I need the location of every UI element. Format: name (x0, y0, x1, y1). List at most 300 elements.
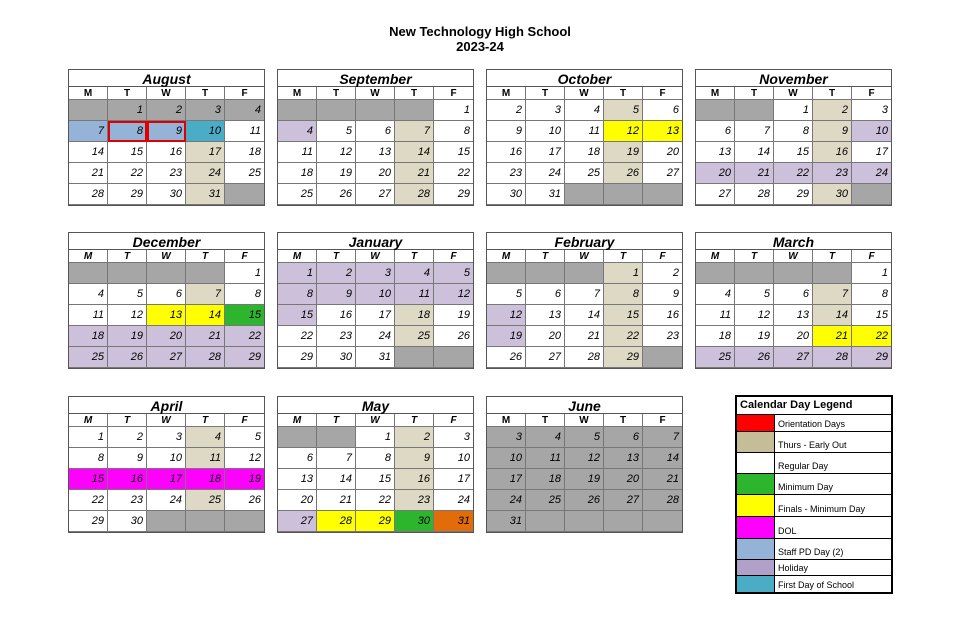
day-cell: 21 (565, 326, 604, 347)
weekday-header: T (186, 414, 225, 427)
day-cell: 2 (108, 427, 147, 448)
day-cell: 25 (225, 163, 264, 184)
legend-label: Orientation Days (778, 419, 846, 429)
empty-cell (774, 263, 813, 284)
legend-swatch (737, 495, 775, 516)
day-cell: 19 (735, 326, 774, 347)
day-cell: 26 (735, 347, 774, 368)
day-cell: 12 (735, 305, 774, 326)
day-cell: 23 (317, 326, 356, 347)
day-cell: 6 (147, 284, 186, 305)
day-cell: 17 (852, 142, 891, 163)
day-cell: 16 (487, 142, 526, 163)
day-cell: 14 (643, 448, 682, 469)
day-cell: 29 (852, 347, 891, 368)
day-cell: 18 (395, 305, 434, 326)
day-cell: 7 (186, 284, 225, 305)
day-cell: 25 (186, 490, 225, 511)
day-cell: 19 (604, 142, 643, 163)
day-cell: 24 (852, 163, 891, 184)
weekday-header: T (108, 250, 147, 263)
day-cell: 29 (225, 347, 264, 368)
day-cell: 31 (487, 511, 526, 532)
day-cell: 11 (696, 305, 735, 326)
day-cell: 17 (186, 142, 225, 163)
day-cell: 14 (735, 142, 774, 163)
day-cell: 20 (643, 142, 682, 163)
weekday-header: M (487, 87, 526, 100)
day-cell: 27 (356, 184, 395, 205)
day-cell: 20 (278, 490, 317, 511)
day-cell: 15 (434, 142, 473, 163)
empty-cell (186, 263, 225, 284)
day-cell: 12 (225, 448, 264, 469)
day-cell: 26 (108, 347, 147, 368)
month-grid (487, 414, 682, 532)
day-cell: 3 (852, 100, 891, 121)
day-cell: 5 (225, 427, 264, 448)
day-cell: 11 (278, 142, 317, 163)
day-cell: 22 (278, 326, 317, 347)
weekday-header: W (774, 87, 813, 100)
day-cell: 25 (696, 347, 735, 368)
weekday-header: T (317, 250, 356, 263)
day-cell: 11 (395, 284, 434, 305)
day-cell: 9 (108, 448, 147, 469)
empty-cell (735, 100, 774, 121)
day-cell: 26 (434, 326, 473, 347)
day-cell: 4 (696, 284, 735, 305)
day-cell: 18 (278, 163, 317, 184)
legend-label: Thurs - Early Out (778, 440, 847, 450)
day-cell: 16 (643, 305, 682, 326)
day-cell: 21 (813, 326, 852, 347)
day-cell: 13 (774, 305, 813, 326)
weekday-header: T (526, 414, 565, 427)
day-cell: 13 (643, 121, 682, 142)
weekday-header: M (278, 87, 317, 100)
month-february (486, 232, 683, 369)
day-cell: 26 (225, 490, 264, 511)
day-cell: 23 (487, 163, 526, 184)
day-cell: 3 (147, 427, 186, 448)
day-cell: 23 (643, 326, 682, 347)
day-cell: 31 (186, 184, 225, 205)
month-april (68, 396, 265, 533)
empty-cell (526, 263, 565, 284)
day-cell: 9 (643, 284, 682, 305)
day-cell: 21 (186, 326, 225, 347)
day-cell: 25 (526, 490, 565, 511)
empty-cell (225, 184, 264, 205)
weekday-header: F (434, 87, 473, 100)
day-cell: 23 (147, 163, 186, 184)
day-cell: 6 (278, 448, 317, 469)
weekday-header: F (225, 87, 264, 100)
legend-item (737, 415, 891, 432)
day-cell: 21 (317, 490, 356, 511)
month-grid (696, 250, 891, 368)
month-name: September (278, 70, 473, 87)
weekday-header: W (147, 250, 186, 263)
day-cell: 4 (186, 427, 225, 448)
legend-item (737, 517, 891, 539)
day-cell: 16 (395, 469, 434, 490)
day-cell: 24 (526, 163, 565, 184)
month-grid (487, 87, 682, 205)
day-cell: 24 (487, 490, 526, 511)
month-name: November (696, 70, 891, 87)
month-grid (69, 87, 264, 205)
day-cell: 10 (487, 448, 526, 469)
day-cell: 28 (565, 347, 604, 368)
weekday-header: W (565, 87, 604, 100)
day-cell: 10 (526, 121, 565, 142)
day-cell: 18 (69, 326, 108, 347)
empty-cell (643, 184, 682, 205)
day-cell: 23 (108, 490, 147, 511)
day-cell: 25 (69, 347, 108, 368)
empty-cell (317, 100, 356, 121)
month-september (277, 69, 474, 206)
legend-item (737, 474, 891, 495)
day-cell: 24 (434, 490, 473, 511)
day-cell: 20 (356, 163, 395, 184)
day-cell: 1 (774, 100, 813, 121)
weekday-header: F (643, 250, 682, 263)
day-cell: 22 (225, 326, 264, 347)
weekday-header: W (147, 414, 186, 427)
day-cell: 4 (565, 100, 604, 121)
day-cell: 5 (735, 284, 774, 305)
day-cell: 1 (108, 100, 147, 121)
day-cell: 6 (526, 284, 565, 305)
day-cell: 5 (317, 121, 356, 142)
weekday-header: M (696, 250, 735, 263)
day-cell: 10 (356, 284, 395, 305)
month-name: April (69, 397, 264, 414)
weekday-header: W (774, 250, 813, 263)
empty-cell (643, 511, 682, 532)
day-cell: 21 (643, 469, 682, 490)
month-name: February (487, 233, 682, 250)
month-june (486, 396, 683, 533)
legend-title: Calendar Day Legend (737, 397, 891, 415)
day-cell: 18 (696, 326, 735, 347)
legend-item (737, 495, 891, 517)
legend-swatch (737, 560, 775, 575)
day-cell: 18 (225, 142, 264, 163)
day-cell: 17 (526, 142, 565, 163)
weekday-header: M (69, 414, 108, 427)
day-cell: 19 (225, 469, 264, 490)
day-cell: 4 (526, 427, 565, 448)
legend-swatch (737, 453, 775, 473)
day-cell: 10 (186, 121, 225, 142)
day-cell: 29 (356, 511, 395, 532)
day-cell: 29 (108, 184, 147, 205)
weekday-header: T (395, 414, 434, 427)
day-cell: 16 (108, 469, 147, 490)
calendar-school-year: 2023-24 (456, 39, 504, 54)
day-cell: 7 (317, 448, 356, 469)
day-cell: 10 (147, 448, 186, 469)
weekday-header: T (526, 87, 565, 100)
weekday-header: W (565, 250, 604, 263)
day-cell: 25 (395, 326, 434, 347)
weekday-header: T (526, 250, 565, 263)
weekday-header: M (696, 87, 735, 100)
day-cell: 12 (565, 448, 604, 469)
weekday-header: W (147, 87, 186, 100)
day-cell: 7 (735, 121, 774, 142)
day-cell: 1 (356, 427, 395, 448)
day-cell: 9 (813, 121, 852, 142)
day-cell: 11 (186, 448, 225, 469)
day-cell: 8 (278, 284, 317, 305)
day-cell: 4 (278, 121, 317, 142)
weekday-header: T (604, 414, 643, 427)
weekday-header: F (225, 414, 264, 427)
legend-swatch (737, 539, 775, 559)
day-cell: 29 (434, 184, 473, 205)
legend-label: Finals - Minimum Day (778, 504, 866, 514)
day-cell: 28 (643, 490, 682, 511)
weekday-header: T (813, 87, 852, 100)
empty-cell (278, 100, 317, 121)
legend-swatch (737, 517, 775, 538)
weekday-header: M (69, 250, 108, 263)
weekday-header: T (395, 250, 434, 263)
day-cell: 12 (434, 284, 473, 305)
day-cell: 8 (604, 284, 643, 305)
weekday-header: W (356, 250, 395, 263)
day-cell: 1 (434, 100, 473, 121)
legend-label: Staff PD Day (2) (778, 547, 844, 557)
day-cell: 14 (395, 142, 434, 163)
day-cell: 11 (225, 121, 264, 142)
weekday-header: F (225, 250, 264, 263)
empty-cell (317, 427, 356, 448)
legend-item (737, 539, 891, 560)
empty-cell (147, 511, 186, 532)
day-cell: 29 (69, 511, 108, 532)
day-cell: 5 (108, 284, 147, 305)
empty-cell (395, 347, 434, 368)
month-name: October (487, 70, 682, 87)
month-name: December (69, 233, 264, 250)
day-cell: 27 (278, 511, 317, 532)
day-cell: 2 (395, 427, 434, 448)
weekday-header: M (69, 87, 108, 100)
month-name: May (278, 397, 473, 414)
day-cell: 6 (696, 121, 735, 142)
day-cell: 20 (774, 326, 813, 347)
weekday-header: T (604, 87, 643, 100)
month-name: January (278, 233, 473, 250)
day-cell: 28 (395, 184, 434, 205)
day-cell: 22 (852, 326, 891, 347)
weekday-header: M (487, 250, 526, 263)
day-cell: 9 (147, 121, 186, 142)
day-cell: 17 (356, 305, 395, 326)
day-cell: 29 (604, 347, 643, 368)
weekday-header: T (735, 87, 774, 100)
month-january (277, 232, 474, 369)
empty-cell (395, 100, 434, 121)
day-cell: 7 (69, 121, 108, 142)
weekday-header: W (356, 87, 395, 100)
day-cell: 22 (434, 163, 473, 184)
day-cell: 6 (604, 427, 643, 448)
month-grid (278, 414, 473, 532)
weekday-header: T (735, 250, 774, 263)
month-august (68, 69, 265, 206)
day-cell: 4 (225, 100, 264, 121)
day-cell: 3 (434, 427, 473, 448)
month-december (68, 232, 265, 369)
day-cell: 3 (487, 427, 526, 448)
weekday-header: T (186, 87, 225, 100)
day-cell: 6 (356, 121, 395, 142)
day-cell: 3 (356, 263, 395, 284)
day-cell: 15 (356, 469, 395, 490)
day-cell: 10 (852, 121, 891, 142)
day-cell: 22 (69, 490, 108, 511)
legend-label: Holiday (778, 563, 809, 573)
day-cell: 25 (278, 184, 317, 205)
day-cell: 19 (487, 326, 526, 347)
month-grid (278, 87, 473, 205)
calendar-title: New Technology High School (389, 24, 571, 39)
day-cell: 2 (643, 263, 682, 284)
weekday-header: T (108, 414, 147, 427)
day-cell: 15 (604, 305, 643, 326)
weekday-header: T (317, 87, 356, 100)
day-cell: 1 (69, 427, 108, 448)
weekday-header: F (643, 414, 682, 427)
day-cell: 28 (69, 184, 108, 205)
day-cell: 4 (395, 263, 434, 284)
day-cell: 27 (774, 347, 813, 368)
day-cell: 5 (565, 427, 604, 448)
day-cell: 23 (395, 490, 434, 511)
day-cell: 26 (604, 163, 643, 184)
day-cell: 27 (526, 347, 565, 368)
day-cell: 31 (356, 347, 395, 368)
day-cell: 25 (565, 163, 604, 184)
day-cell: 26 (565, 490, 604, 511)
day-cell: 30 (487, 184, 526, 205)
day-cell: 15 (225, 305, 264, 326)
empty-cell (147, 263, 186, 284)
day-cell: 15 (108, 142, 147, 163)
day-cell: 14 (186, 305, 225, 326)
day-cell: 7 (395, 121, 434, 142)
day-cell: 22 (604, 326, 643, 347)
day-cell: 24 (147, 490, 186, 511)
day-cell: 16 (147, 142, 186, 163)
day-cell: 17 (434, 469, 473, 490)
day-cell: 19 (434, 305, 473, 326)
day-cell: 8 (356, 448, 395, 469)
day-cell: 30 (147, 184, 186, 205)
day-cell: 13 (147, 305, 186, 326)
day-cell: 5 (487, 284, 526, 305)
day-cell: 8 (108, 121, 147, 142)
calendar-legend (735, 395, 893, 594)
legend-label: DOL (778, 526, 797, 536)
day-cell: 15 (852, 305, 891, 326)
day-cell: 15 (278, 305, 317, 326)
day-cell: 1 (604, 263, 643, 284)
weekday-header: T (108, 87, 147, 100)
legend-label: Regular Day (778, 461, 829, 471)
weekday-header: F (434, 414, 473, 427)
day-cell: 3 (186, 100, 225, 121)
day-cell: 13 (278, 469, 317, 490)
empty-cell (604, 511, 643, 532)
day-cell: 27 (696, 184, 735, 205)
empty-cell (604, 184, 643, 205)
weekday-header: F (434, 250, 473, 263)
day-cell: 20 (526, 326, 565, 347)
day-cell: 7 (643, 427, 682, 448)
weekday-header: M (278, 414, 317, 427)
day-cell: 18 (526, 469, 565, 490)
day-cell: 28 (813, 347, 852, 368)
month-name: August (69, 70, 264, 87)
month-grid (696, 87, 891, 205)
month-grid (278, 250, 473, 368)
day-cell: 30 (813, 184, 852, 205)
empty-cell (225, 511, 264, 532)
day-cell: 28 (735, 184, 774, 205)
day-cell: 30 (108, 511, 147, 532)
day-cell: 14 (813, 305, 852, 326)
day-cell: 9 (395, 448, 434, 469)
weekday-header: T (395, 87, 434, 100)
day-cell: 12 (604, 121, 643, 142)
month-grid (487, 250, 682, 368)
empty-cell (434, 347, 473, 368)
empty-cell (278, 427, 317, 448)
day-cell: 9 (487, 121, 526, 142)
empty-cell (526, 511, 565, 532)
day-cell: 11 (69, 305, 108, 326)
day-cell: 10 (434, 448, 473, 469)
day-cell: 6 (774, 284, 813, 305)
day-cell: 7 (813, 284, 852, 305)
empty-cell (69, 263, 108, 284)
day-cell: 31 (526, 184, 565, 205)
empty-cell (565, 184, 604, 205)
legend-item (737, 560, 891, 576)
day-cell: 28 (186, 347, 225, 368)
legend-swatch (737, 474, 775, 494)
day-cell: 21 (395, 163, 434, 184)
day-cell: 2 (813, 100, 852, 121)
legend-item (737, 432, 891, 453)
day-cell: 8 (69, 448, 108, 469)
day-cell: 1 (225, 263, 264, 284)
day-cell: 1 (278, 263, 317, 284)
day-cell: 5 (434, 263, 473, 284)
legend-label: Minimum Day (778, 482, 834, 492)
empty-cell (696, 263, 735, 284)
day-cell: 18 (565, 142, 604, 163)
empty-cell (643, 347, 682, 368)
